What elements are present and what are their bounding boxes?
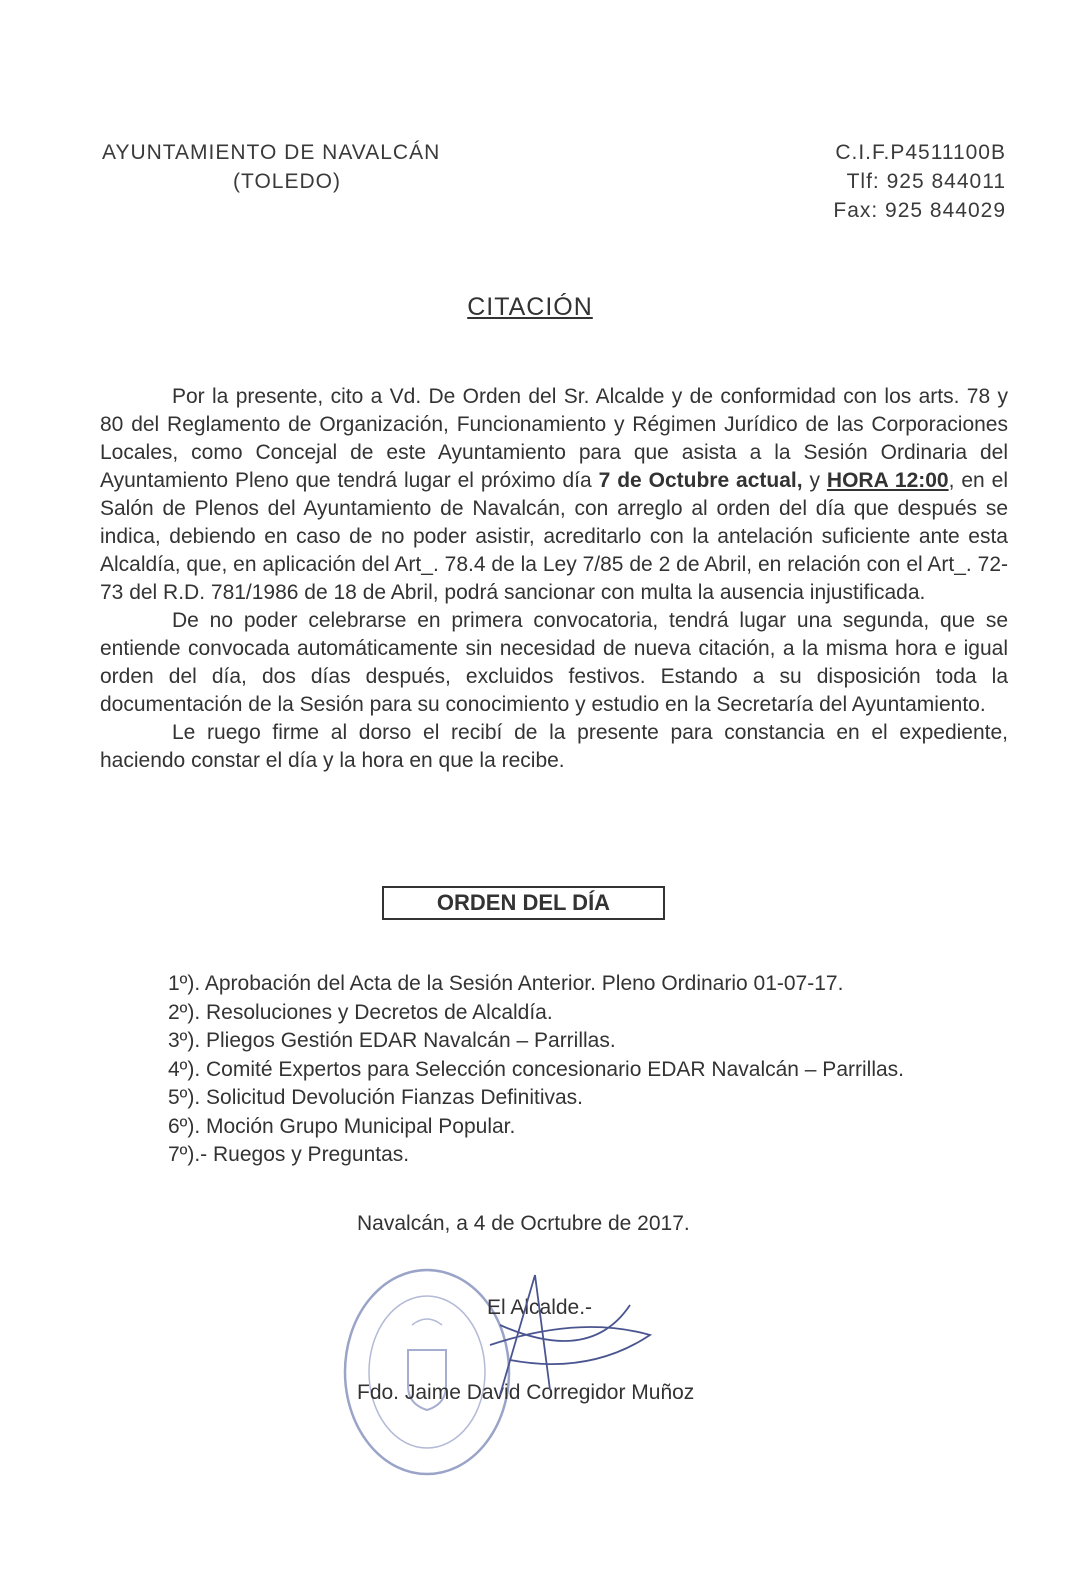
meeting-date: 7 de Octubre actual,: [598, 469, 803, 492]
signer-title: El Alcalde.-: [487, 1296, 593, 1319]
org-fax: Fax: 925 844029: [833, 199, 1006, 222]
paragraph-3: Le ruego firme al dorso el recibí de la presente para constancia en el expediente, haciendo constar el día y la hora en que la recibe.: [100, 721, 1008, 772]
agenda-item: 2º). Resoluciones y Decretos de Alcaldía.: [168, 1000, 553, 1024]
agenda-item: 5º). Solicitud Devolución Fianzas Definitivas.: [168, 1086, 584, 1109]
org-cif: C.I.F.P4511100B: [835, 141, 1006, 164]
agenda-title: ORDEN DEL DÍA: [382, 886, 665, 920]
agenda-item: 6º). Moción Grupo Municipal Popular.: [168, 1114, 516, 1138]
date-line: Navalcán, a 4 de Ocrtubre de 2017.: [357, 1212, 690, 1235]
paragraph-2: De no poder celebrarse en primera convocatoria, tendrá lugar una segunda, que se entiende convocada automáticamente sin necesidad de nueva citación, a la misma hora e igual orden del día, dos días después, excluidos festivos. Estando a su disposición toda la documentación de la Sesión para su conocimiento y estudio en la Secretaría del Ayuntamiento.: [100, 609, 1008, 716]
p1-text-a: Por la presente, cito a Vd. De Orden del Sr. Alcalde y de conformidad con los arts. 78 y 80 del Reglamento de Organización, Funcionamiento y Régimen Jurídico de las Corporaciones Locales, como Concejal de este Ayuntamiento para que asista a la Sesión Ordinaria del Ayuntamiento Pleno que tendrá lugar el próximo día: [100, 385, 1008, 492]
agenda-item: 3º). Pliegos Gestión EDAR Navalcán – Parrillas.: [168, 1029, 616, 1052]
agenda-item: 1º). Aprobación del Acta de la Sesión Anterior. Pleno Ordinario 01-07-17.: [168, 972, 844, 995]
p1-text-y: y: [802, 469, 827, 492]
citation-body: [100, 383, 1008, 775]
agenda-item: 7º).- Ruegos y Preguntas.: [168, 1143, 410, 1166]
agenda-item: 4º). Comité Expertos para Selección concesionario EDAR Navalcán – Parrillas.: [168, 1057, 904, 1081]
p1-text-b: , en el Salón de Plenos del Ayuntamiento de Navalcán, con arreglo al orden del día que después se indica, debiendo en caso de no poder asistir, acreditarlo con la antelación suficiente ante esta Alcaldía, que, en aplicación del Art_. 78.4 de la Ley 7/85 de 2 de Abril, en relación con el Art_. 72-73 del R.D. 781/1986 de 18 de Abril, podrá sancionar con multa la ausencia injustificada.: [100, 469, 1008, 604]
document-title: CITACIÓN: [467, 293, 593, 321]
meeting-time: HORA 12:00: [826, 469, 949, 492]
org-name: AYUNTAMIENTO DE NAVALCÁN: [102, 141, 441, 164]
org-province: (TOLEDO): [233, 170, 341, 193]
agenda-list: [168, 970, 904, 1170]
paragraph-1: [100, 383, 1008, 607]
signature-scribble: [470, 1265, 670, 1415]
org-phone: Tlf: 925 844011: [846, 170, 1006, 193]
signer-name: Fdo. Jaime David Corregidor Muñoz: [357, 1381, 695, 1404]
